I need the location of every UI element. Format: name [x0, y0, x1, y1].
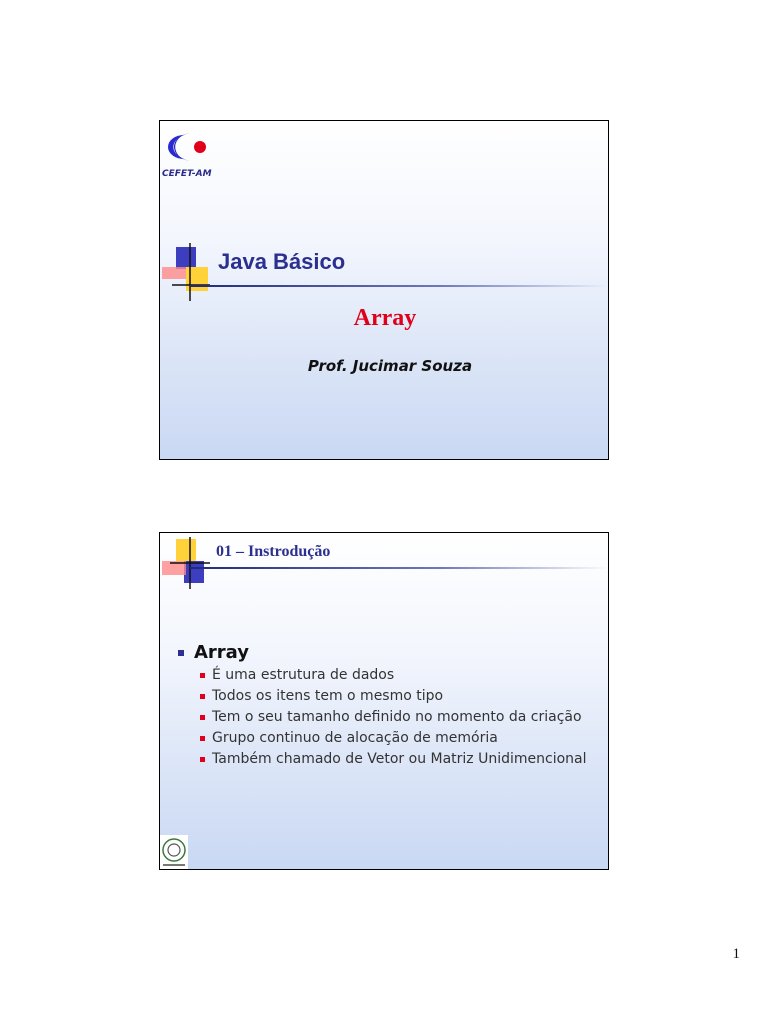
title-rule	[190, 567, 608, 569]
bullet-square-icon	[200, 673, 205, 678]
slide-subtitle: Array	[353, 305, 417, 331]
slide-heading: 01 – Instrodução	[216, 543, 331, 560]
slide-intro	[159, 532, 609, 870]
bullet-square-icon	[200, 715, 205, 720]
list-item: Todos os itens tem o mesmo tipo	[198, 686, 587, 707]
main-bullet-text: Array	[194, 642, 250, 663]
bullet-square-icon	[200, 736, 205, 741]
list-item: Grupo continuo de alocação de memória	[198, 728, 587, 749]
list-item: Também chamado de Vetor ou Matriz Unidimencional	[198, 749, 587, 770]
seal-icon	[160, 835, 188, 869]
list-item: Tem o seu tamanho definido no momento da criação	[198, 707, 587, 728]
slide-title	[159, 120, 609, 460]
page-number: 1	[732, 946, 740, 962]
main-bullet	[176, 641, 587, 665]
decorative-squares	[162, 537, 210, 595]
bullet-square-icon	[178, 650, 184, 656]
author-name: Prof. Jucimar Souza	[307, 357, 473, 375]
bullet-list	[176, 641, 587, 770]
bullet-square-icon	[200, 757, 205, 762]
sub-bullet-list	[198, 665, 587, 770]
title-rule	[190, 285, 608, 287]
bullet-square-icon	[200, 694, 205, 699]
logo-text: CEFET-AM	[162, 169, 212, 179]
slide-title-text: Java Básico	[218, 249, 346, 274]
decorative-squares	[162, 243, 210, 301]
list-item: É uma estrutura de dados	[198, 665, 587, 686]
